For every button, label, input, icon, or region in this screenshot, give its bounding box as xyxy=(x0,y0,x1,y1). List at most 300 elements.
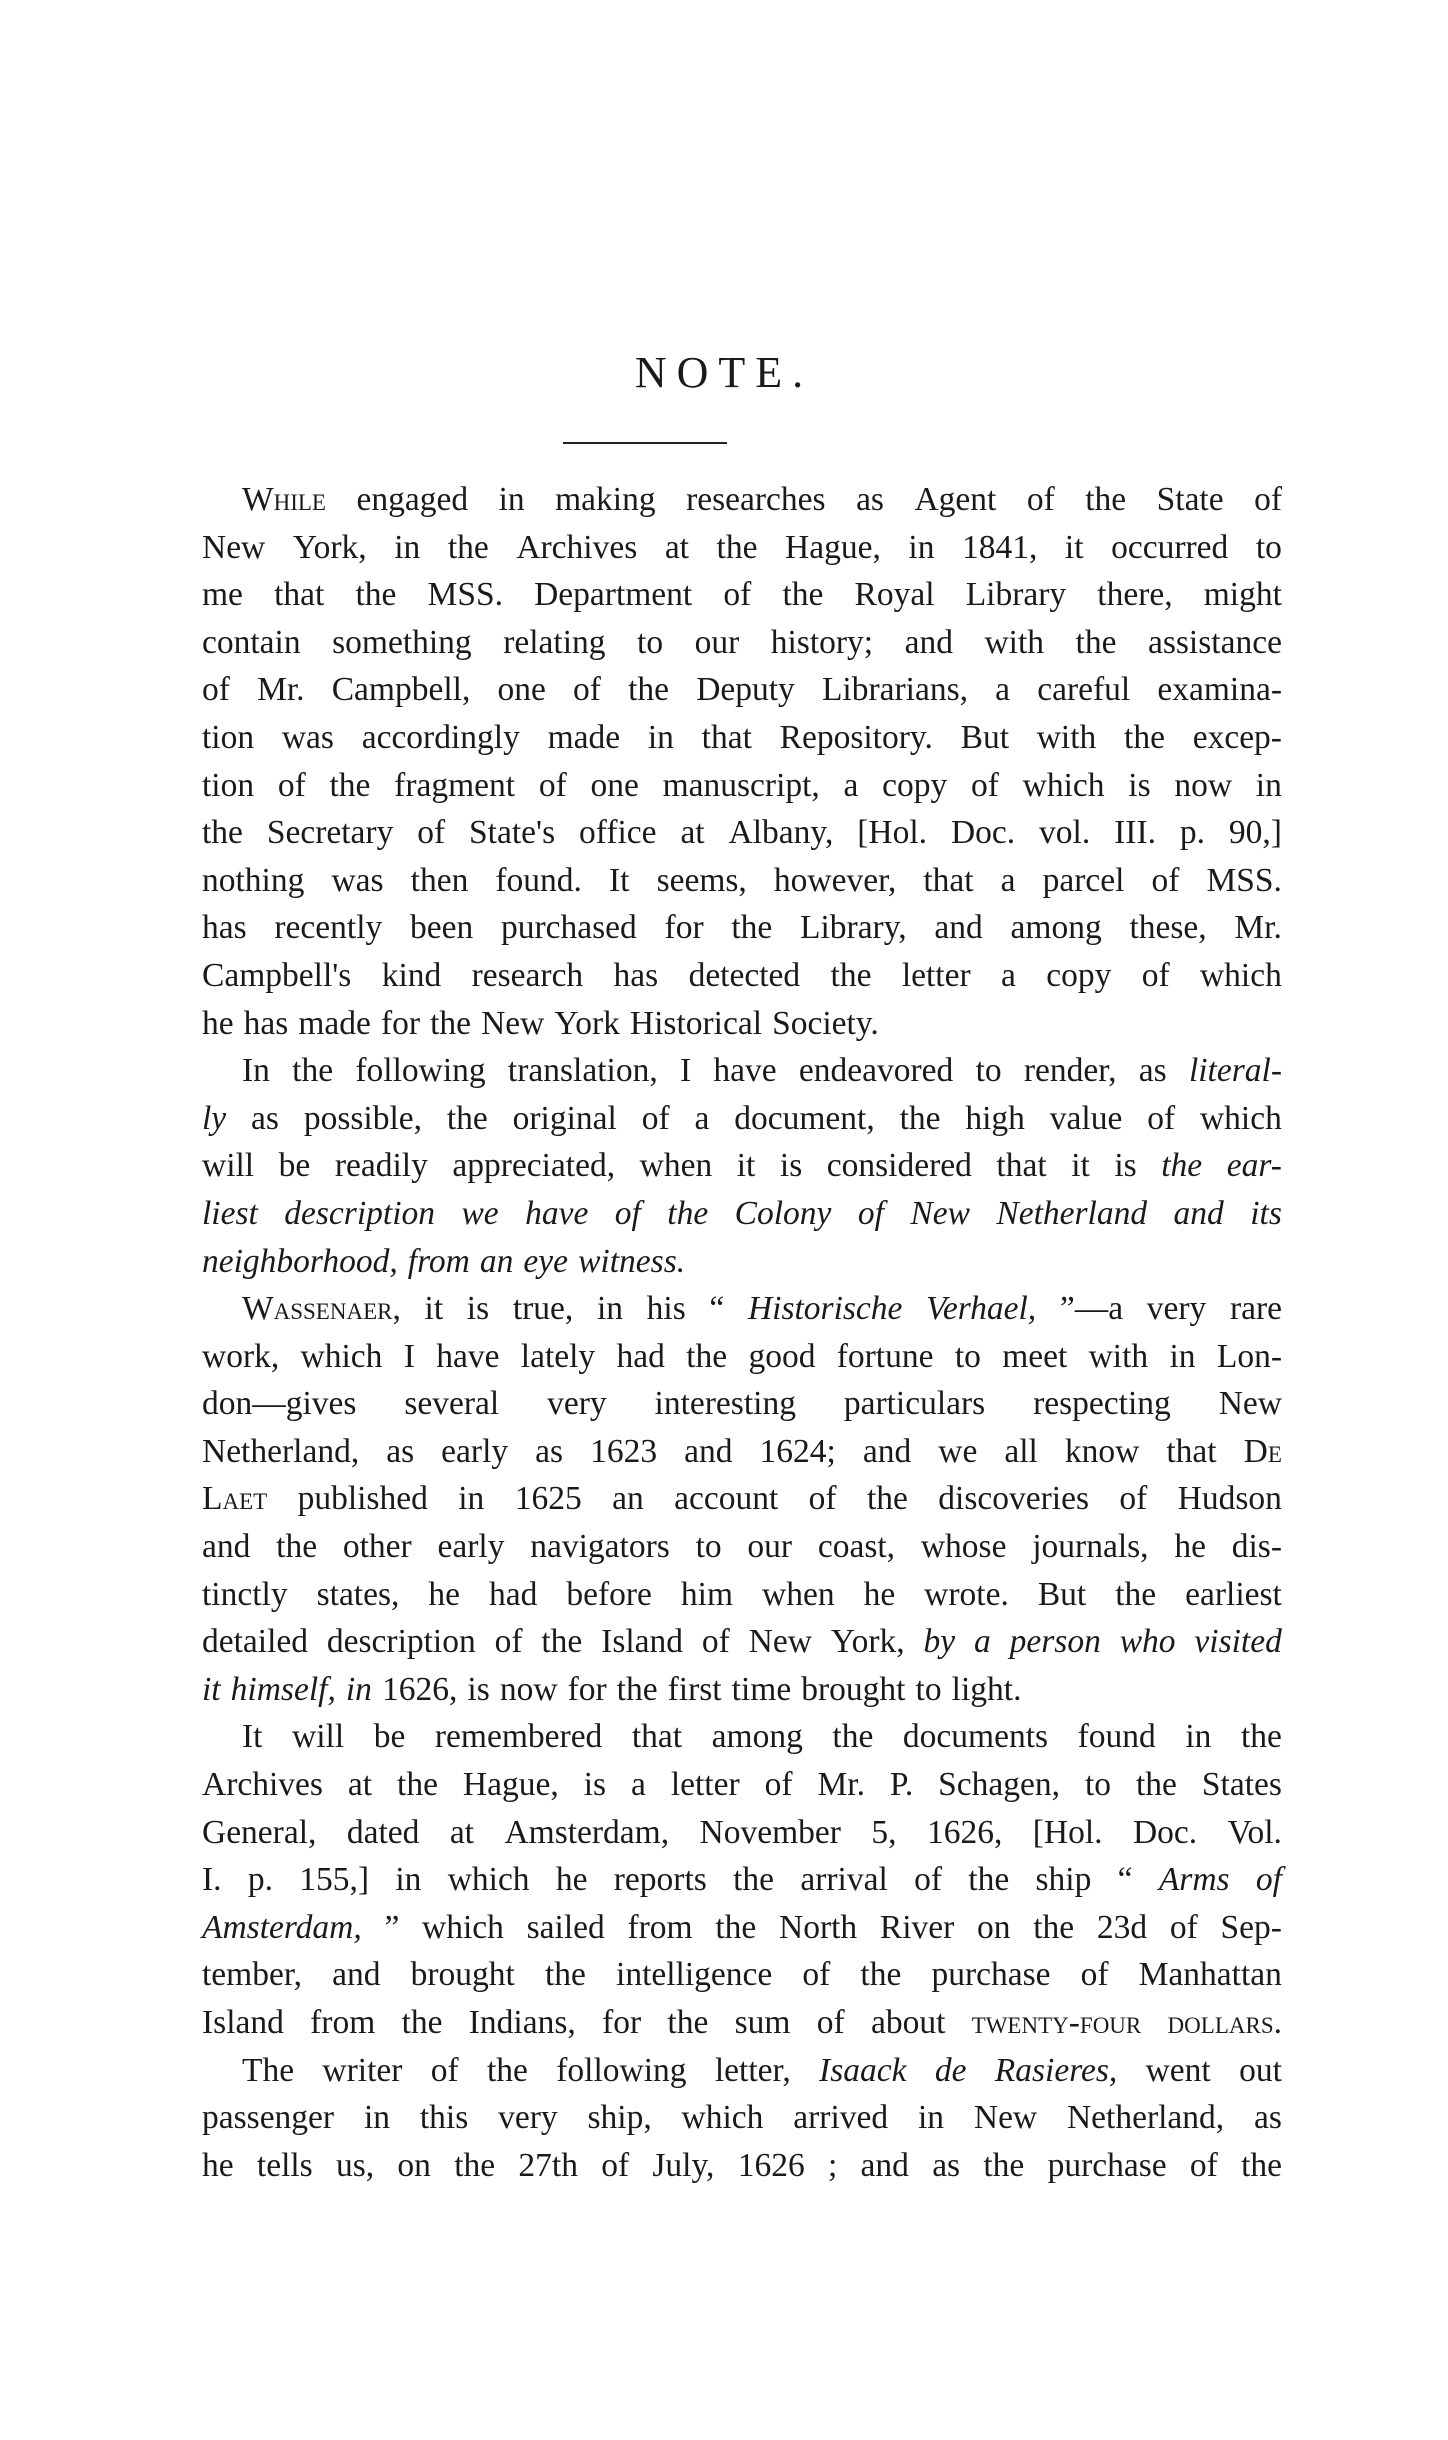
text-line xyxy=(202,1571,1282,1619)
text-word: to xyxy=(695,1528,722,1566)
text-word: to xyxy=(1255,528,1282,566)
text-word: the xyxy=(782,576,824,614)
text-word: is xyxy=(583,1766,607,1804)
text-word: of xyxy=(430,2051,459,2089)
text-word: have xyxy=(436,1337,500,1375)
text-word: p. xyxy=(1179,814,1206,852)
text-word: tells xyxy=(256,2146,313,2184)
text-word: an xyxy=(479,1242,514,1280)
text-line xyxy=(202,1666,1282,1714)
text-word: 1626, xyxy=(926,1813,1003,1851)
text-word: on xyxy=(397,2146,431,2184)
text-word: that xyxy=(923,861,974,899)
text-word: In xyxy=(242,1052,270,1090)
text-word: in xyxy=(345,1670,372,1708)
text-word: purchase xyxy=(931,1956,1051,1994)
text-word: Historische xyxy=(747,1290,903,1328)
text-word: lately xyxy=(520,1337,596,1375)
text-word: and xyxy=(1173,1194,1224,1232)
text-word: fragment xyxy=(394,766,516,804)
text-word: among xyxy=(1010,909,1102,947)
text-word: 23d xyxy=(1096,1908,1148,1946)
text-word: 1626, xyxy=(381,1670,458,1708)
text-word: researches xyxy=(686,481,826,518)
text-word: New xyxy=(1218,1385,1282,1423)
text-word: of xyxy=(417,814,446,852)
text-word: a xyxy=(1000,861,1016,899)
text-word: But xyxy=(1037,1575,1087,1613)
text-word: it xyxy=(1071,1147,1090,1185)
text-word: found xyxy=(1077,1718,1156,1756)
text-word: as xyxy=(386,1432,415,1470)
text-word: MSS. xyxy=(427,576,503,614)
text-word: dated xyxy=(346,1813,420,1851)
text-word: tember, xyxy=(202,1956,303,1994)
text-line xyxy=(202,476,1282,524)
text-word: Hague, xyxy=(462,1766,559,1804)
text-word: the xyxy=(355,576,397,614)
text-word: of xyxy=(723,576,752,614)
text-word: of xyxy=(701,1623,730,1661)
text-word: of xyxy=(1080,1956,1109,1994)
text-word: 1626 xyxy=(737,2146,805,2184)
text-word: It xyxy=(609,861,630,899)
text-word: had xyxy=(489,1575,538,1613)
body-text xyxy=(202,476,1282,2189)
text-word: with xyxy=(984,623,1045,661)
text-word: have xyxy=(713,1052,777,1090)
text-word: as xyxy=(932,2146,961,2184)
text-word: Hague, xyxy=(785,528,881,566)
text-word: of xyxy=(1141,956,1170,994)
text-word: of xyxy=(1147,1099,1176,1137)
text-word: manuscript, xyxy=(662,766,820,804)
text-word: tion xyxy=(202,766,255,804)
text-word: had xyxy=(616,1337,665,1375)
text-line xyxy=(202,1000,1282,1048)
text-word: Department xyxy=(534,576,693,614)
text-word: with xyxy=(1088,1337,1149,1375)
text-word: the xyxy=(968,1861,1010,1899)
text-word: New xyxy=(748,1623,812,1661)
text-word: now xyxy=(1174,766,1233,804)
text-word: of xyxy=(802,1956,831,1994)
text-word: the xyxy=(983,2146,1025,2184)
text-word: of xyxy=(1254,481,1282,518)
text-word: something xyxy=(332,623,472,661)
text-word: While xyxy=(242,481,326,518)
text-word: several xyxy=(404,1385,500,1423)
text-word: earliest xyxy=(1185,1575,1282,1613)
text-word: was xyxy=(331,861,384,899)
text-word: of xyxy=(857,1194,884,1232)
text-word: be xyxy=(278,1147,311,1185)
text-word: Hudson xyxy=(1177,1480,1282,1518)
text-word: been xyxy=(410,909,474,947)
text-word: for xyxy=(602,2004,642,2041)
text-word: office xyxy=(579,814,657,852)
text-word: The xyxy=(242,2051,295,2089)
page-title: NOTE. xyxy=(634,348,814,397)
text-word: 1623 xyxy=(590,1432,658,1470)
text-word: copy xyxy=(882,766,948,804)
text-word: Netherland, xyxy=(1066,2099,1225,2137)
text-word: which xyxy=(1199,1099,1282,1137)
text-word: particulars xyxy=(843,1385,986,1423)
text-word: Laet xyxy=(202,1480,268,1518)
text-word: the xyxy=(454,2146,496,2184)
text-word: November xyxy=(699,1813,841,1851)
text-line xyxy=(202,2094,1282,2142)
text-word: in xyxy=(458,1480,485,1518)
text-word: documents xyxy=(902,1718,1049,1756)
text-word: It xyxy=(242,1718,263,1756)
text-word: Mr. xyxy=(817,1766,865,1804)
text-word: first xyxy=(667,1670,722,1708)
text-word: of xyxy=(202,671,230,709)
text-word: Verhael, xyxy=(926,1290,1037,1328)
text-word: York, xyxy=(292,528,367,566)
text-word: tion xyxy=(202,718,255,756)
text-word: of xyxy=(1151,861,1180,899)
text-word: writer xyxy=(322,2051,403,2089)
text-word: he xyxy=(428,1575,461,1613)
text-word: the xyxy=(1075,623,1117,661)
title-rule xyxy=(563,442,727,444)
text-word: MSS. xyxy=(1206,861,1282,899)
text-word: the xyxy=(860,1956,902,1994)
text-line xyxy=(202,1761,1282,1809)
text-word: which xyxy=(681,2099,764,2137)
text-word: 1625 xyxy=(514,1480,582,1518)
text-word: other xyxy=(342,1528,412,1566)
text-word: dis- xyxy=(1231,1528,1282,1566)
text-word: of xyxy=(494,1623,523,1661)
text-word: made xyxy=(547,718,621,756)
text-word: relating xyxy=(503,623,606,661)
text-word: sailed xyxy=(526,1908,605,1946)
text-word: 90,] xyxy=(1228,814,1282,852)
text-word: arrived xyxy=(793,2099,889,2137)
text-word: and xyxy=(862,1432,912,1470)
text-word: brought xyxy=(801,1670,906,1708)
text-word: the xyxy=(1136,1766,1177,1804)
text-word: Amsterdam, xyxy=(504,1813,670,1851)
text-word: of xyxy=(573,671,601,709)
text-word: Manhattan xyxy=(1138,1956,1282,1994)
text-word: when xyxy=(762,1575,835,1613)
text-line xyxy=(202,619,1282,667)
text-word: York xyxy=(554,1004,620,1042)
text-word: Rasieres, xyxy=(994,2051,1118,2089)
text-word: of xyxy=(277,766,306,804)
text-word: states, xyxy=(316,1575,400,1613)
text-word: and xyxy=(202,1528,251,1566)
text-line xyxy=(202,1285,1282,1333)
text-word: tinctly xyxy=(202,1575,288,1613)
text-word: time xyxy=(731,1670,792,1708)
text-word: he xyxy=(555,1861,588,1899)
text-word: have xyxy=(525,1194,589,1232)
text-line xyxy=(202,1999,1282,2047)
text-word: I xyxy=(403,1337,415,1375)
text-word: journals, xyxy=(1032,1528,1149,1566)
text-word: from xyxy=(310,2004,376,2041)
text-word: ; xyxy=(827,2146,838,2184)
text-word: purchased xyxy=(501,909,637,947)
text-word: the xyxy=(686,1337,728,1375)
text-word: detected xyxy=(688,956,801,994)
text-word: Librarians, xyxy=(821,671,969,709)
text-word: eye xyxy=(523,1242,569,1280)
text-word: light. xyxy=(951,1670,1022,1708)
text-word: ly xyxy=(202,1099,227,1137)
text-word: out xyxy=(1239,2051,1282,2089)
text-word: be xyxy=(373,1718,406,1756)
text-word: he xyxy=(1174,1528,1206,1566)
text-word: a xyxy=(843,766,859,804)
text-word: one xyxy=(590,766,639,804)
text-word: as xyxy=(251,1099,279,1137)
text-word: the xyxy=(397,1766,438,1804)
text-word: of xyxy=(1026,481,1055,518)
text-word: neighborhood, xyxy=(202,1242,398,1280)
text-word: made xyxy=(298,1004,371,1042)
text-word: of xyxy=(601,2146,630,2184)
text-word: 1624; xyxy=(759,1432,836,1470)
text-word: who xyxy=(1119,1623,1176,1661)
text-word: Royal xyxy=(854,576,935,614)
text-word: the xyxy=(715,1908,757,1946)
text-word: he xyxy=(202,2146,234,2184)
text-word: appreciated, xyxy=(452,1147,616,1185)
text-word: the xyxy=(1085,481,1127,518)
text-word: might xyxy=(1203,576,1282,614)
text-word: the xyxy=(446,1099,488,1137)
text-word: at xyxy=(449,1813,474,1851)
text-word: the xyxy=(628,671,670,709)
text-word: State's xyxy=(469,814,556,852)
text-word: “ xyxy=(1117,1861,1133,1899)
text-line xyxy=(202,1047,1282,1095)
text-word: Wassenaer, xyxy=(242,1290,401,1328)
text-word: Agent xyxy=(914,481,997,518)
text-word: with xyxy=(1036,718,1097,756)
text-word: good xyxy=(748,1337,816,1375)
text-word: Repository. xyxy=(779,718,933,756)
text-word: our xyxy=(747,1528,793,1566)
text-word: the xyxy=(486,2051,528,2089)
text-word: State xyxy=(1156,481,1224,518)
text-word: de xyxy=(934,2051,967,2089)
text-word: then xyxy=(410,861,469,899)
text-word: we xyxy=(938,1432,978,1470)
text-word: ship xyxy=(1035,1861,1092,1899)
text-word: in xyxy=(394,528,421,566)
text-word: high xyxy=(965,1099,1025,1137)
text-word: the xyxy=(202,814,243,852)
text-word: among xyxy=(711,1718,803,1756)
text-word: the xyxy=(292,1052,334,1090)
text-word: ”—a xyxy=(1059,1290,1124,1328)
text-line xyxy=(202,857,1282,905)
text-word: will xyxy=(202,1147,255,1185)
text-word: on xyxy=(977,1908,1011,1946)
text-word: his xyxy=(646,1290,686,1328)
text-word: Campbell, xyxy=(331,671,471,709)
text-word: following xyxy=(556,2051,687,2089)
text-word: this xyxy=(419,2099,469,2137)
text-word: York, xyxy=(830,1623,905,1661)
text-word: which xyxy=(1022,766,1105,804)
text-word: considered xyxy=(826,1147,972,1185)
text-word: very xyxy=(1146,1290,1207,1328)
text-word: from xyxy=(407,1242,470,1280)
text-line xyxy=(202,809,1282,857)
text-word: fortune xyxy=(836,1337,934,1375)
text-word: has xyxy=(243,1004,289,1042)
text-word: arrival xyxy=(800,1861,888,1899)
text-word: the xyxy=(832,1718,874,1756)
text-word: value xyxy=(1049,1099,1123,1137)
text-word: which xyxy=(1199,956,1282,994)
text-word: Archives xyxy=(516,528,638,566)
text-word: work, xyxy=(202,1337,280,1375)
text-word: render, xyxy=(1023,1052,1117,1090)
text-word: New xyxy=(481,1004,545,1042)
text-line xyxy=(202,524,1282,572)
text-word: Society. xyxy=(772,1004,879,1042)
text-word: Arms xyxy=(1158,1861,1230,1899)
text-word: discoveries xyxy=(938,1480,1089,1518)
text-word: visited xyxy=(1194,1623,1282,1661)
text-word: in xyxy=(363,2099,390,2137)
text-word: translation, xyxy=(507,1052,658,1090)
text-word: Deputy xyxy=(696,671,795,709)
text-word: by xyxy=(923,1623,956,1661)
text-word: a xyxy=(631,1766,646,1804)
text-word: endeavored xyxy=(798,1052,954,1090)
text-word: of xyxy=(808,1480,837,1518)
text-word: the xyxy=(866,1480,908,1518)
text-word: letter, xyxy=(714,2051,791,2089)
text-word: when xyxy=(639,1147,713,1185)
text-word: went xyxy=(1145,2051,1211,2089)
text-word: that xyxy=(701,718,752,756)
text-word: for xyxy=(567,1670,607,1708)
text-word: of xyxy=(614,1194,641,1232)
text-word: however, xyxy=(773,861,897,899)
text-word: a xyxy=(995,671,1011,709)
text-word: 1841, xyxy=(962,528,1038,566)
text-word: Amsterdam, xyxy=(202,1908,362,1946)
text-word: account xyxy=(674,1480,779,1518)
text-word: detailed xyxy=(202,1623,309,1661)
text-word: letter xyxy=(901,956,971,994)
text-line xyxy=(202,2047,1282,2095)
text-line xyxy=(202,1618,1282,1666)
text-word: p. xyxy=(247,1861,273,1899)
text-line xyxy=(202,1713,1282,1761)
text-word: is xyxy=(779,1147,803,1185)
text-word: meet xyxy=(1002,1337,1068,1375)
text-word: and xyxy=(684,1432,733,1470)
text-word: the xyxy=(401,2004,443,2041)
text-word: De xyxy=(1243,1432,1282,1470)
text-word: before xyxy=(566,1575,652,1613)
text-word: in xyxy=(917,2099,945,2137)
text-word: Mr. xyxy=(257,671,305,709)
text-word: me xyxy=(202,576,243,614)
text-word: Lon- xyxy=(1216,1337,1282,1375)
text-word: at xyxy=(347,1766,373,1804)
text-word: ” xyxy=(384,1908,400,1946)
text-word: the xyxy=(447,528,489,566)
text-word: the xyxy=(1033,1908,1075,1946)
text-word: a xyxy=(974,1623,991,1661)
text-word: is xyxy=(1114,1147,1137,1185)
text-line xyxy=(202,1523,1282,1571)
text-word: is xyxy=(1128,766,1151,804)
text-word: all xyxy=(1004,1432,1038,1470)
text-word: Mr. xyxy=(1234,909,1282,947)
text-word: in xyxy=(908,528,935,566)
text-word: contain xyxy=(202,623,301,661)
text-word: liest xyxy=(202,1194,258,1232)
text-word: it xyxy=(424,1290,444,1328)
text-word: a xyxy=(694,1099,710,1137)
text-word: he xyxy=(863,1575,896,1613)
text-word: occurred xyxy=(1111,528,1229,566)
text-line xyxy=(202,571,1282,619)
text-word: history; xyxy=(770,623,874,661)
text-line xyxy=(202,1428,1282,1476)
text-word: the xyxy=(541,1623,583,1661)
text-word: Secretary xyxy=(266,814,394,852)
text-word: 155,] xyxy=(299,1861,370,1899)
text-word: as xyxy=(1138,1052,1167,1090)
text-word: accordingly xyxy=(361,718,520,756)
text-word: P. xyxy=(889,1766,914,1804)
text-word: has xyxy=(202,909,247,947)
text-word: [Hol. xyxy=(857,814,928,852)
text-word: Vol. xyxy=(1227,1813,1282,1851)
text-word: parcel xyxy=(1042,861,1125,899)
text-word: the xyxy=(1241,2146,1282,2184)
text-word: will xyxy=(292,1718,345,1756)
text-word: the xyxy=(1161,1147,1203,1185)
text-line xyxy=(202,1190,1282,1238)
text-word: document, xyxy=(734,1099,875,1137)
text-word: of xyxy=(1189,2146,1218,2184)
text-word: the xyxy=(899,1099,941,1137)
text-word: sum xyxy=(734,2004,791,2041)
text-word: now xyxy=(499,1670,558,1708)
text-word: Netherland, xyxy=(202,1432,360,1470)
text-word: Indians, xyxy=(468,2004,576,2041)
text-line xyxy=(202,1095,1282,1143)
text-word: description xyxy=(326,1623,476,1661)
text-word: was xyxy=(281,718,334,756)
text-word: Campbell's xyxy=(202,956,352,994)
text-word: I. xyxy=(202,1861,222,1899)
text-word: the xyxy=(544,1956,586,1994)
text-word: of xyxy=(641,1099,670,1137)
text-word: that xyxy=(996,1147,1047,1185)
text-word: about xyxy=(870,2004,946,2041)
text-line xyxy=(202,1238,1282,1286)
text-word: nothing xyxy=(202,861,305,899)
